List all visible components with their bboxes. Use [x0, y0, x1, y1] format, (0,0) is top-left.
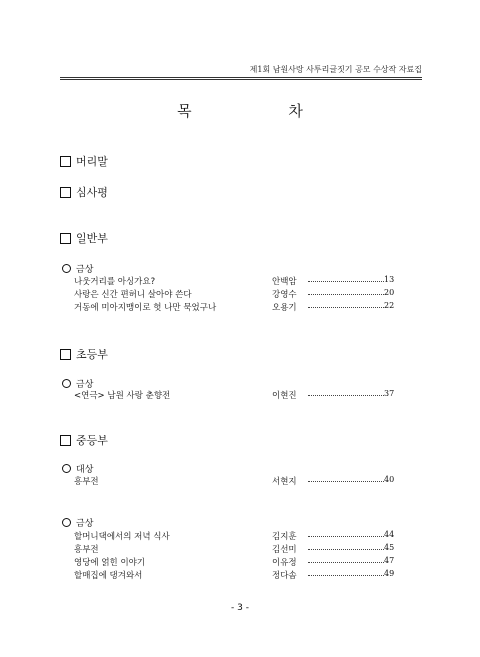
page-number: - 3 -	[231, 603, 249, 613]
entry-page: 49	[384, 569, 395, 578]
entry-page: 37	[384, 389, 395, 398]
toc-entry[interactable]	[74, 275, 394, 287]
entry-title: 사랑은 신간 편허니 살아야 쓴다	[74, 290, 192, 300]
toc-entry[interactable]	[74, 389, 394, 401]
entry-page: 47	[384, 556, 395, 565]
section-elementary[interactable]	[60, 346, 108, 362]
section-label: 중등부	[76, 434, 108, 447]
toc-entry[interactable]	[74, 288, 394, 300]
entry-author: 김지훈	[272, 532, 297, 542]
entry-title: 흥부전	[74, 477, 99, 487]
dot-leader	[308, 536, 384, 537]
entry-author: 이유정	[272, 558, 297, 568]
entry-author: 김선미	[272, 545, 297, 555]
entry-title: 나웃거리를 아싱가요?	[74, 277, 156, 287]
entry-page: 13	[384, 275, 395, 284]
entry-page: 22	[384, 301, 395, 310]
section-label: 일반부	[76, 232, 108, 245]
section-middle[interactable]	[60, 432, 108, 448]
section-label: 초등부	[76, 348, 108, 361]
dot-leader	[308, 281, 384, 282]
entry-author: 이현진	[272, 391, 297, 401]
square-bullet-icon	[60, 156, 71, 167]
entry-author: 오용기	[272, 303, 297, 313]
award-label: 금상	[76, 519, 94, 529]
section-preface[interactable]	[60, 153, 108, 169]
square-bullet-icon	[60, 349, 71, 360]
square-bullet-icon	[60, 187, 71, 198]
entry-title: <연극> 남원 사랑 춘향전	[74, 391, 171, 401]
running-header: 제1회 남원사랑 사투리글짓기 공모 수상작 자료집	[249, 65, 422, 74]
dot-leader	[308, 395, 384, 396]
entry-title: 거동에 미아지맹이로 헛 나만 묵었구나	[74, 303, 217, 313]
award-label: 금상	[76, 265, 94, 275]
toc-entry[interactable]	[74, 530, 394, 542]
toc-entry[interactable]	[74, 543, 394, 555]
award-gold-middle	[62, 516, 93, 529]
entry-page: 20	[384, 288, 395, 297]
award-gold-general	[62, 262, 93, 275]
dot-leader	[308, 575, 384, 576]
dot-leader	[308, 481, 384, 482]
toc-entry[interactable]	[74, 569, 394, 581]
award-grand-middle	[62, 462, 93, 475]
section-label: 머리말	[76, 155, 108, 168]
toc-entry[interactable]	[74, 475, 394, 487]
entry-title: 영당에 얽힌 이야기	[74, 558, 146, 568]
header-rule	[60, 77, 422, 78]
entry-author: 서현지	[272, 477, 297, 487]
circle-bullet-icon	[62, 264, 71, 273]
square-bullet-icon	[60, 435, 71, 446]
section-review[interactable]	[60, 184, 108, 200]
square-bullet-icon	[60, 233, 71, 244]
award-label: 대상	[76, 465, 94, 475]
entry-title: 할매집에 댕겨와서	[74, 571, 143, 581]
dot-leader	[308, 307, 384, 308]
dot-leader	[308, 549, 384, 550]
entry-page: 44	[384, 530, 395, 539]
circle-bullet-icon	[62, 518, 71, 527]
circle-bullet-icon	[62, 464, 71, 473]
toc-entry[interactable]	[74, 301, 394, 313]
page-title: 목 차	[177, 102, 349, 120]
entry-page: 40	[384, 475, 395, 484]
entry-author: 안백암	[272, 277, 297, 287]
dot-leader	[308, 562, 384, 563]
entry-author: 정다솜	[272, 571, 297, 581]
toc-entry[interactable]	[74, 556, 394, 568]
entry-title: 흥부전	[74, 545, 99, 555]
section-general[interactable]	[60, 230, 108, 246]
entry-author: 강영수	[272, 290, 297, 300]
dot-leader	[308, 294, 384, 295]
circle-bullet-icon	[62, 379, 71, 388]
header-rule	[60, 79, 422, 80]
entry-title: 할머니댁에서의 저녁 식사	[74, 532, 170, 542]
award-label: 금상	[76, 380, 94, 390]
section-label: 심사평	[76, 186, 108, 199]
entry-page: 45	[384, 543, 395, 552]
